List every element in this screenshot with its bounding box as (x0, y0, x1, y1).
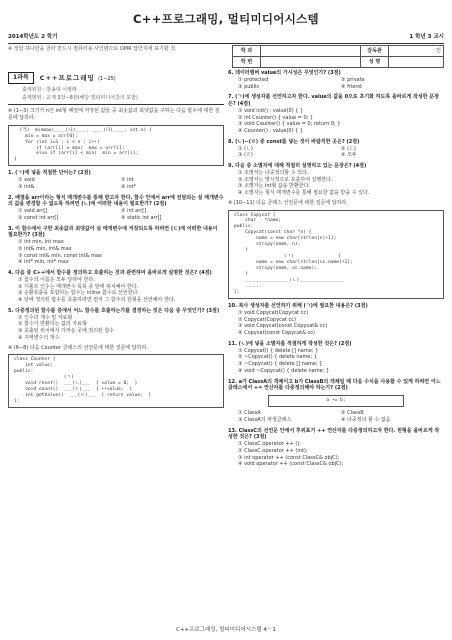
choice-1-2[interactable]: ② int (121, 177, 134, 184)
choice-1-1[interactable]: ① void (18, 177, 35, 184)
choice-11-2[interactable]: ② ~Copycat() { delete name; } (238, 354, 317, 361)
supervisor-header: 감독관 (361, 46, 389, 57)
answer-notice: ※ 정답 하나만을 골라 반드시 컴퓨터용 사인펜으로 OMR 답안지에 표기할 것. (8, 46, 177, 52)
code-box-minmax: (가) minmax(____(나)____, ____(다)____, int n) { min = max = arr[0]; for (int i=1 ; i < n ; i++) if (arr[i] > max) max = arr[i]; else if (arr[i] < min) min = arr[i]; } (8, 125, 224, 167)
choice-13-4[interactable]: ④ void operator ++ (const ClassC& objC); (238, 461, 344, 468)
note-10-11: ※ (10∼11) 다음 클래스 선언문에 대한 질문에 답하라. (228, 199, 348, 206)
code-box-counter: class Counter { int value; public: (ㄱ) void reset() ___(ㄴ)___ { value = 0; } void count() ___(ㄷ)___ { ++value; } int getValue() ___(ㄹ)___ { return value; } }; (8, 354, 224, 408)
note-1-3: ※ (1∼3) 크기가 n인 int형 배열에 저장된 값들 중 최솟값과 최댓값을 구하는 다음 함수에 대한 질문에 답하라. (8, 108, 220, 121)
question-8: 8. (ㄴ)∼(ㄹ) 중 const를 넣는 것이 바람직한 곳은? (2점) (228, 138, 360, 145)
choices-6 (238, 77, 444, 91)
choice-7-4[interactable]: ④ Counter() : value(0) { } (238, 128, 304, 134)
choice-12-1[interactable]: ① ClassA (238, 410, 261, 417)
choice-8-2[interactable]: ② (ㄷ) (341, 145, 356, 152)
choice-4-1[interactable]: ① 함수의 이름은 모두 달라야 한다. (18, 276, 95, 283)
choice-10-4[interactable]: ④ Copycat(const Copycat& cc) (238, 330, 316, 337)
section-header (8, 72, 224, 84)
question-6: 6. 데이터멤버 value의 가시성은 무엇인가? (3점) (228, 70, 341, 76)
left-column (8, 70, 224, 411)
name-header: 성 명 (361, 57, 389, 68)
question-10: 10. 복사 생성자를 선언하기 위해 (ㄱ)에 필요한 내용은? (3점) (228, 303, 368, 310)
choice-11-4[interactable]: ④ void ~Copycat() { delete name; } (238, 367, 330, 374)
choice-4-2[interactable]: ② 디폴트 인수는 매개변수 목록 중 앞에 위치해야 한다. (18, 283, 139, 290)
choice-6-1[interactable]: ① protected (238, 76, 269, 83)
choice-6-4[interactable]: ④ friend (341, 83, 362, 90)
choice-4-4[interactable]: ④ 단에 정의된 함수를 호출하려면 먼저 그 함수의 원형을 선언해야 한다. (18, 297, 176, 304)
question-2: 2. 배열을 arr이라는 형식 매개변수를 통해 받고자 한다. 함수 안에서 arr에 전달되는 실 매개변수의 값을 변경할 수 없도록 하려면 (ㄴ)에 어떠한 내용이 필요한가? (2점) (8, 194, 224, 208)
name-field[interactable] (389, 57, 444, 68)
question-11: 11. (ㄴ)에 넣을 소멸자를 적절하게 작성한 것은? (2점) (228, 340, 352, 347)
choices-2 (18, 208, 224, 222)
choice-9-2[interactable]: ② 소멸자는 명시적으로 호출하여 실행한다. (238, 176, 333, 183)
choice-8-3[interactable]: ③ (ㄹ) (238, 152, 253, 159)
choice-3-1[interactable]: ① int min, int max (18, 239, 64, 246)
dept-header: 학 과 (233, 46, 261, 57)
choice-7-1[interactable]: ① void init() : value(0) { } (238, 107, 304, 114)
dept-field[interactable] (261, 46, 361, 57)
choice-2-3[interactable]: ③ const int arr[] (18, 214, 59, 221)
question-12: 12. a가 ClassA의 객체이고 b가 ClassB의 객체일 때 다음 수식을 사용할 수 있게 하려면 어느 클래스에서 += 연산자를 다중정의해야 하는가? (2점) (228, 378, 441, 392)
choice-11-1[interactable]: ① Copycat() { delete [] name; } (238, 347, 319, 354)
choice-10-3[interactable]: ③ void Copycat(const Copycat& cc) (238, 323, 328, 330)
choices-1 (18, 177, 224, 191)
choice-9-4[interactable]: ④ 소멸자는 형식 매개변수를 통해 필요한 값을 받을 수 있다. (238, 190, 370, 196)
section-author: 출제위원 : 방송대 이병래 (22, 87, 77, 94)
choice-10-2[interactable]: ② Copycat(Copycat cc) (238, 316, 296, 323)
question-7: 7. (ㄱ)에 생성자를 선언하고자 한다. value의 값을 0으로 초기화 하도록 올바르게 작성한 문장은? (4점) (228, 94, 439, 107)
section-title: C++프로그래밍 (1∼25) (39, 73, 116, 82)
choice-10-1[interactable]: ① void Copycat(Copycat cc) (238, 309, 309, 316)
question-3: 3. 이 함수에서 구한 최솟값과 최댓값이 실 매개변수에 저장되도록 하려면 (ㄷ)에 어떠한 내용이 필요한가? (3점) (8, 225, 218, 239)
choice-5-3[interactable]: ③ 호출된 위치에서 가까운 곳에 정의된 함수 (18, 328, 115, 335)
choice-7-2[interactable]: ② int Counter() { value = 0; } (238, 114, 314, 121)
choice-13-1[interactable]: ① ClassC operator ++ (); (238, 441, 301, 448)
question-4: 4. 다음 중 C++에서 함수를 정의하고 호출하는 것과 관련하여 올바르게 설명한 것은? (4점) (8, 270, 212, 277)
choice-13-3[interactable]: ③ int operator ++ (const ClassC& objC); (238, 454, 340, 461)
question-9: 9. 다음 중 소멸자에 대해 적절히 설명하고 있는 문장은? (4점) (228, 163, 367, 169)
choice-7-3[interactable]: ③ void Counter() { value = 0; return 0; } (238, 121, 341, 128)
supervisor-seal: 인 (389, 46, 444, 57)
choice-6-3[interactable]: ③ public (238, 83, 260, 90)
grade-period-label: 1 학년 3 교시 (409, 34, 444, 40)
choice-1-3[interactable]: ③ int& (18, 183, 35, 190)
choice-8-4[interactable]: ④ 모두 (341, 152, 357, 159)
section-box: 1과목 (8, 72, 34, 84)
choice-9-1[interactable]: ① 소멸자는 다중정의할 수 있다. (238, 169, 309, 176)
page-footer: C++프로그래밍, 멀티미디어시스템 4－1 (176, 626, 276, 633)
choice-2-4[interactable]: ④ static int arr[] (121, 214, 162, 221)
choice-8-1[interactable]: ① (ㄴ) (238, 145, 253, 152)
top-rule (8, 43, 444, 44)
question-1: 1. (ㄱ)에 넣을 적절한 단어는? (2점) (8, 170, 91, 177)
question-13: 13. ClassC의 선언문 안에서 후위표기 ++ 연산자를 다중정의하고자 한다. 원형을 올바르게 작성한 것은? (3점) (228, 427, 440, 441)
choice-11-3[interactable]: ③ ~Copycat() { delete [] name; } (238, 361, 323, 368)
right-column (228, 70, 444, 468)
choice-9-3[interactable]: ③ 소멸자는 int형 값을 반환한다. (238, 183, 311, 190)
choice-2-2[interactable]: ② int arr[] (121, 208, 147, 215)
choice-5-4[interactable]: ④ 지역변수의 개수 (18, 334, 60, 341)
semester-label: 2014학년도 2 학기 (8, 34, 58, 40)
choice-6-2[interactable]: ② private (341, 76, 365, 83)
info-row (8, 45, 444, 67)
section-scope: 출제범위 : 교재 3장∼8장(해당 멀티미디어강의 포함) (22, 95, 138, 102)
section-rule (8, 104, 224, 105)
student-info-table (232, 45, 444, 68)
code-box-copycat: class Copycat { char *name; public: Copycat(const char *n) { name = new char[strlen(n)+1]; strcpy(name, n); } (ㄱ) { name = new char[strlen(cc.name)+1]; strcpy(name, cc.name); } ________________(ㄴ)________________ ...... }; (228, 210, 444, 300)
choices-8 (238, 146, 444, 160)
choice-2-1[interactable]: ① void arr[] (18, 208, 48, 215)
choice-5-2[interactable]: ② 함수가 반환하는 값의 자료형 (18, 321, 87, 328)
choice-3-4[interactable]: ④ int* min, int* max (18, 259, 69, 266)
choice-3-2[interactable]: ② int& min, int& max (18, 245, 72, 252)
choice-12-3[interactable]: ③ ClassA의 파생클래스 (238, 416, 292, 423)
choice-13-2[interactable]: ② ClassC operator ++ (int); (238, 447, 308, 454)
choices-12 (238, 410, 444, 424)
expression-box: a += b; (268, 395, 404, 407)
student-id-header: 학 번 (233, 57, 261, 68)
choice-1-4[interactable]: ④ int* (121, 183, 137, 190)
choice-3-3[interactable]: ③ const int& min, const int& max (18, 252, 102, 259)
choice-5-1[interactable]: ① 인수의 개수 및 자료형 (18, 314, 73, 321)
choice-4-3[interactable]: ③ 순환호출을 포함하는 함수는 inline 함수로 선언한다. (18, 290, 139, 297)
student-id-field[interactable] (261, 57, 361, 68)
note-6-8: ※ (6∼8) 다음 Counter 클래스의 선언문에 대한 질문에 답하라. (8, 344, 148, 351)
exam-title: C++프로그래밍, 멀티미디어시스템 (133, 12, 319, 26)
question-5: 5. 다중정의된 함수를 중에서 어느 함수를 호출하는가를 결정하는 것은 다음 중 무엇인가? (3점) (8, 307, 220, 314)
choice-12-2[interactable]: ② ClassB (341, 410, 364, 417)
choice-12-4[interactable]: ④ 다중정의 할 수 없음 (341, 416, 391, 423)
